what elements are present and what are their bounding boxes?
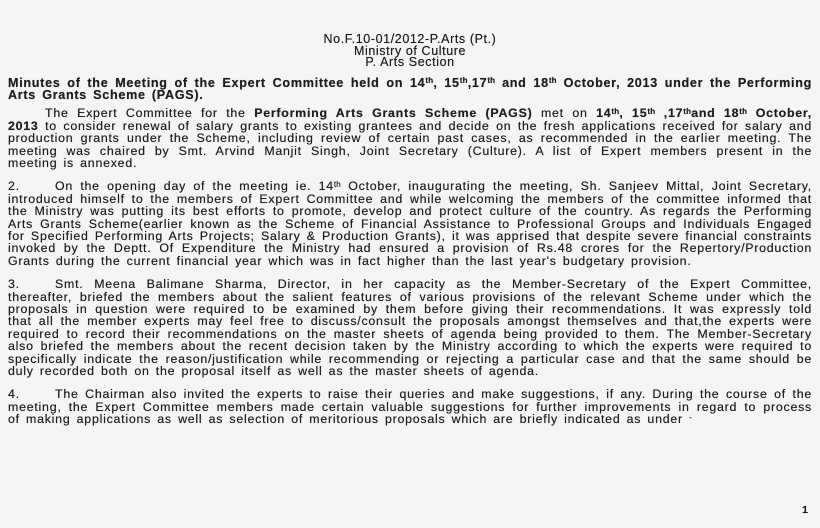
text-run: to consider renewal of salary grants to existing grantees and decide on the fresh applications received for salary and production grants under the Scheme, including review of certain past cases, as recommended in the earlier meeting. The meeting was chaired by Smt. Arvind Manjit Singh, Joint Secretary (Culture). A list of Expert members present in the meeting is annexed. — [8, 118, 812, 170]
text-run: ,17 — [467, 75, 488, 90]
text-run: The Chairman also invited the experts to raise their queries and make suggestions, if any. During the course of the meeting, the Expert Committee members made certain valuable suggestions for further improvements in regard to process of making applications as well as selection of meritorious proposals which are briefly indicated as under — [8, 387, 812, 427]
text-run: th — [333, 180, 341, 190]
paragraph-3-text — [8, 277, 812, 378]
paragraph-4-text — [8, 387, 812, 426]
text-run: and 18 — [495, 75, 549, 90]
text-run: th — [683, 107, 692, 117]
text-run: - — [689, 413, 692, 423]
text-run: On the opening day of the meeting ie. 14 — [55, 179, 334, 194]
text-run: October, inaugurating the meeting, Sh. Sanjeev Mittal, Joint Secretary, introduced himself to the members of Expert Committee and while welcoming the members of the committee informed that the Ministry was putting its best efforts to promote, develop and protect culture of the country. As regards the Performing Arts Grants Scheme(earlier known as the Scheme of Financial Assistance to Professional Groups and Individuals Engaged for Specified Performing Arts Projects; Salary & Production Grants), it was apprised that despite severe financial constraints invoked by the Deptt. Of Expenditure the Ministry had ensured a provision of Rs.48 crores for the Repertory/Production Grants during the current financial year which was in fact higher than the last year's budgetary provision. — [8, 179, 812, 268]
text-run: th — [425, 76, 434, 86]
text-run: Minutes of the Meeting of the Expert Committee held on 14 — [8, 75, 426, 90]
paragraph-2-number: 2. — [8, 179, 20, 194]
reference-number: No.F.10-01/2012-P.Arts (Pt.) — [323, 32, 497, 46]
text-run: and 18 — [691, 106, 740, 121]
text-run: th — [647, 107, 656, 117]
paragraph-1 — [8, 107, 812, 169]
text-run: th — [459, 76, 468, 86]
text-run: October, 2013 under the Performing Arts Grants Scheme (PAGS). — [8, 75, 813, 102]
text-run: Smt. Meena Balimane Sharma, Director, in her capacity as the Member-Secretary of the Expert Committee, thereafter, briefed the members about the salient features of various provisions of the relevant Scheme under which the proposals in question were required to be examined by them before giving their recommendations. It was expressly told that all the member experts may feel free to discuss/consult the proposals amongst themselves and that,the experts were required to record their recommendations on the master sheets of agenda being provided to them. The Member-Secretary also briefed the members about the recent decision taken by the Ministry according to which the experts were required to specifically indicate the reason/justification while recommending or rejecting a particular case and that the same should be duly recorded both on the proposal itself as well as the master sheets of agenda. — [8, 277, 812, 379]
paragraph-2 — [8, 180, 812, 267]
text-run: th — [611, 107, 620, 117]
paragraph-4 — [8, 388, 812, 425]
document-title — [8, 77, 812, 102]
text-run: ,17 — [655, 106, 684, 121]
paragraph-3 — [8, 278, 812, 377]
ministry-name: Ministry of Culture — [353, 43, 467, 58]
section-name: P. Arts Section — [365, 55, 455, 69]
text-run: th — [739, 107, 748, 117]
document-header — [8, 34, 812, 69]
paragraph-3-number: 3. — [8, 277, 20, 292]
text-run: October, 2013 — [8, 106, 812, 133]
text-run: th — [487, 76, 496, 86]
text-run: 14 — [596, 106, 612, 121]
paragraph-1-text — [8, 106, 812, 170]
text-run: met on — [532, 106, 597, 121]
text-run: , 15 — [433, 75, 460, 90]
page-number: 1 — [802, 504, 808, 516]
text-run: Performing Arts Grants Scheme (PAGS) — [254, 106, 533, 121]
paragraph-4-number: 4. — [8, 387, 20, 402]
text-run: The Expert Committee for the — [45, 106, 255, 121]
document-title-text — [8, 76, 812, 102]
text-run: , 15 — [619, 106, 648, 121]
paragraph-2-text — [8, 179, 812, 267]
text-run: th — [548, 76, 557, 86]
